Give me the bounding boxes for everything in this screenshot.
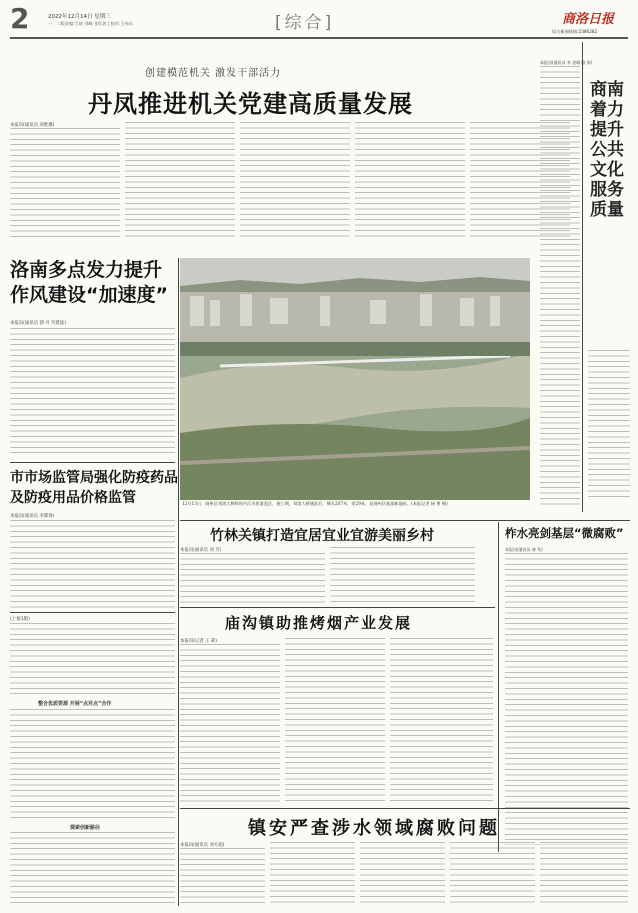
lead-headline: 丹凤推进机关党建高质量发展 xyxy=(88,90,413,118)
left-article-1 xyxy=(10,258,175,458)
mid3-byline: 本报讯(记者 王 莉) xyxy=(180,639,217,644)
bottom-article xyxy=(180,812,630,908)
mid-article-1 xyxy=(180,525,480,605)
mid1-byline: 本报讯(通讯员 刘 芳) xyxy=(180,548,222,553)
left2-headline: 市市场监管局强化防疫药品 及防疫用品价格监管 xyxy=(10,470,178,506)
mid3-headline: 庙沟镇助推烤烟产业发展 xyxy=(225,614,413,632)
mid-article-2 xyxy=(505,525,630,845)
editor-line: 一、二版责编:吕斌 刘峰 张红波 | 校对:王伟东 xyxy=(48,21,133,26)
left-article-2 xyxy=(10,468,178,608)
masthead-rule xyxy=(10,37,628,39)
bottom-headline: 镇安严查涉水领域腐败问题 xyxy=(248,818,500,839)
left-article-3 xyxy=(10,616,175,906)
right-headline: 商南着力提升公共文化服务质量 xyxy=(590,80,624,220)
mid1-headline: 竹林关镇打造宜居宜业宜游美丽乡村 xyxy=(210,528,434,544)
right-article xyxy=(540,60,630,510)
photo-caption: 12月13日，商州区刘湾大桥畔的丹江风景游览区，施工期，刘湾大桥通此后，舞长207米，宽29米，是商州区旅游新地标。(本报记者 杨 曾 摄) xyxy=(182,501,448,506)
date-line: 2022年12月14日 星期三 xyxy=(48,14,111,20)
page-number: 2 xyxy=(10,2,30,35)
brand-logo: 商洛日报 xyxy=(562,12,615,27)
continued-label: (上接1版) xyxy=(10,617,30,622)
bottom-byline: 本报讯(通讯员 刘方超) xyxy=(180,843,225,848)
lead-article xyxy=(10,42,570,252)
section-title: [综合] xyxy=(275,13,335,33)
left3-subhead-2: 探索创新路径 xyxy=(70,825,101,831)
city-river-photo-illustration xyxy=(180,258,530,500)
news-hotline: 综合新闻热线:2386282 xyxy=(552,29,598,34)
left3-subhead-1: 整合优质资源 开展“点对点”合作 xyxy=(38,701,112,707)
lead-body xyxy=(10,122,570,242)
right-byline: 本报讯(通讯员 李 金城 路 涛) xyxy=(540,60,593,65)
mid2-headline: 柞水亮剑基层“微腐败” xyxy=(505,526,624,540)
masthead xyxy=(0,0,638,40)
left1-byline: 本报讯(通讯员 郭 丹 毕建波) xyxy=(10,321,66,326)
mid2-byline: 本报讯(通讯员 康 军) xyxy=(505,547,543,552)
mid-article-3 xyxy=(180,612,495,807)
lead-kicker: 创建模范机关 激发干部活力 xyxy=(145,68,282,79)
lead-byline: 本报讯(通讯员 刘胜珊) xyxy=(10,123,55,128)
left2-byline: 本报讯(通讯员 李郁琦) xyxy=(10,514,55,519)
photo xyxy=(180,258,530,500)
left1-headline: 洛南多点发力提升 作风建设“加速度” xyxy=(10,259,168,306)
